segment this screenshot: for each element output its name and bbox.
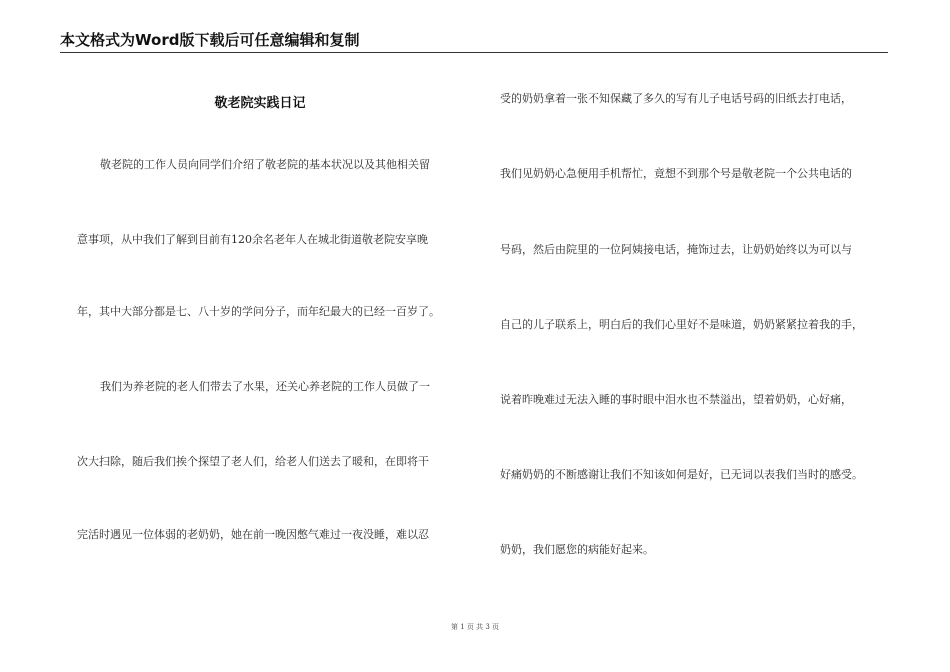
- paragraph-line: 完活时遇见一位体弱的老奶奶，她在前一晚因憋气难过一夜没睡，难以忍: [77, 528, 429, 541]
- paragraph-line: 我们为养老院的老人们带去了水果，还关心养老院的工作人员做了一: [100, 380, 430, 393]
- paragraph-line: 说着昨晚难过无法入睡的事时眼中泪水也不禁溢出，望着奶奶，心好痛，: [500, 393, 852, 406]
- paragraph-line: 我们见奶奶心急便用手机帮忙，竟想不到那个号是敬老院一个公共电话的: [500, 167, 852, 180]
- paragraph-line: 好痛奶奶的不断感谢让我们不知该如何是好，已无词以表我们当时的感受。: [500, 468, 863, 481]
- paragraph-line: 意事项，从中我们了解到目前有120余名老年人在城北街道敬老院安享晚: [77, 233, 428, 246]
- paragraph-line: 自己的儿子联系上，明白后的我们心里好不是味道，奶奶紧紧拉着我的手，: [500, 318, 863, 331]
- paragraph-line: 年，其中大部分都是七、八十岁的学问分子，而年纪最大的已经一百岁了。: [77, 305, 440, 318]
- paragraph-line: 次大扫除，随后我们挨个探望了老人们，给老人们送去了暖和，在即将干: [77, 455, 429, 468]
- paragraph-line: 受的奶奶拿着一张不知保藏了多久的写有儿子电话号码的旧纸去打电话，: [500, 92, 852, 105]
- page-number-footer: 第 1 页 共 3 页: [450, 623, 500, 631]
- document-title: 敬老院实践日记: [214, 96, 306, 111]
- header-banner: 本文格式为Word版下载后可任意编辑和复制: [60, 31, 360, 49]
- paragraph-line: 奶奶，我们愿您的病能好起来。: [500, 543, 654, 556]
- paragraph-line: 敬老院的工作人员向同学们介绍了敬老院的基本状况以及其他相关留: [100, 158, 430, 171]
- paragraph-line: 号码，然后由院里的一位阿姨接电话，掩饰过去，让奶奶始终以为可以与: [500, 243, 852, 256]
- header-rule: [60, 52, 888, 53]
